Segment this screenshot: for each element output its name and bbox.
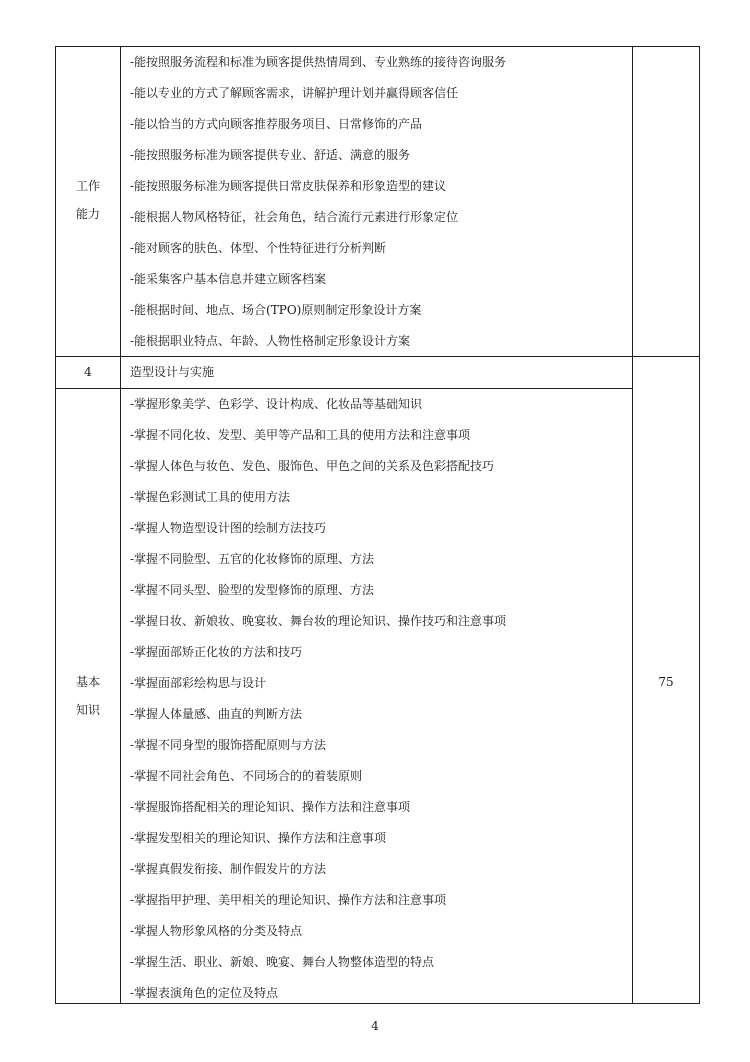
list-item: -掌握人物造型设计图的绘制方法技巧	[130, 521, 327, 535]
design-row-bottom-border	[55, 388, 632, 389]
list-item: -掌握不同化妆、发型、美甲等产品和工具的使用方法和注意事项	[130, 428, 471, 442]
list-item: -掌握日妆、新娘妆、晚宴妆、舞台妆的理论知识、操作技巧和注意事项	[130, 614, 507, 628]
knowledge-label	[56, 676, 120, 716]
list-item: -掌握生活、职业、新娘、晚宴、舞台人物整体造型的特点	[130, 955, 435, 969]
ability-label-line1: 工作	[75, 179, 100, 193]
list-item: -能按照服务流程和标准为顾客提供热情周到、专业熟练的接待咨询服务	[130, 55, 507, 69]
list-item: -能按照服务标准为顾客提供专业、舒适、满意的服务	[130, 148, 411, 162]
list-item: -能以恰当的方式向顾客推荐服务项目、日常修饰的产品	[130, 117, 423, 131]
list-item: -掌握不同社会角色、不同场合的的着装原则	[130, 769, 363, 783]
list-item: -掌握形象美学、色彩学、设计构成、化妆品等基础知识	[130, 397, 423, 411]
ability-label	[56, 180, 120, 220]
ability-label-line2: 能力	[75, 207, 100, 221]
list-item: -能根据时间、地点、场合(TPO)原则制定形象设计方案	[130, 303, 422, 317]
score-value: 75	[658, 675, 674, 689]
list-item: -能以专业的方式了解顾客需求，讲解护理计划并赢得顾客信任	[130, 86, 459, 100]
list-item: -能采集客户基本信息并建立顾客档案	[130, 272, 327, 286]
design-section-number: 4	[84, 365, 92, 379]
list-item: -掌握不同身型的服饰搭配原则与方法	[130, 738, 327, 752]
list-item: -掌握表演角色的定位及特点	[130, 986, 279, 1000]
knowledge-label-line1: 基本	[75, 675, 100, 689]
list-item: -掌握人体量感、曲直的判断方法	[130, 707, 303, 721]
list-item: -能按照服务标准为顾客提供日常皮肤保养和形象造型的建议	[130, 179, 447, 193]
ability-section-bottom-border	[55, 356, 700, 357]
list-item: -掌握面部矫正化妆的方法和技巧	[130, 645, 303, 659]
list-item: -掌握不同头型、脸型的发型修饰的原理、方法	[130, 583, 375, 597]
page-number: 4	[371, 1019, 379, 1033]
list-item: -掌握服饰搭配相关的理论知识、操作方法和注意事项	[130, 800, 411, 814]
table-top-border	[55, 46, 700, 47]
list-item: -能根据职业特点、年龄、人物性格制定形象设计方案	[130, 334, 411, 348]
label-column-divider	[120, 46, 121, 1004]
list-item: -掌握人物形象风格的分类及特点	[130, 924, 303, 938]
list-item: -掌握真假发衔接、制作假发片的方法	[130, 862, 327, 876]
list-item: -能对顾客的肤色、体型、个性特征进行分析判断	[130, 241, 387, 255]
list-item: -能根据人物风格特征，社会角色，结合流行元素进行形象定位	[130, 210, 459, 224]
list-item: -掌握人体色与妆色、发色、服饰色、甲色之间的关系及色彩搭配技巧	[130, 459, 495, 473]
knowledge-label-line2: 知识	[75, 703, 100, 717]
list-item: -掌握指甲护理、美甲相关的理论知识、操作方法和注意事项	[130, 893, 447, 907]
list-item: -掌握面部彩绘构思与设计	[130, 676, 267, 690]
list-item: -掌握发型相关的理论知识、操作方法和注意事项	[130, 831, 387, 845]
table-right-border	[699, 46, 700, 1004]
score-column-divider	[632, 46, 633, 1004]
table-bottom-border	[55, 1003, 700, 1004]
list-item: -掌握不同脸型、五官的化妆修饰的原理、方法	[130, 552, 375, 566]
list-item: -掌握色彩测试工具的使用方法	[130, 490, 291, 504]
design-section-title: 造型设计与实施	[130, 365, 215, 379]
